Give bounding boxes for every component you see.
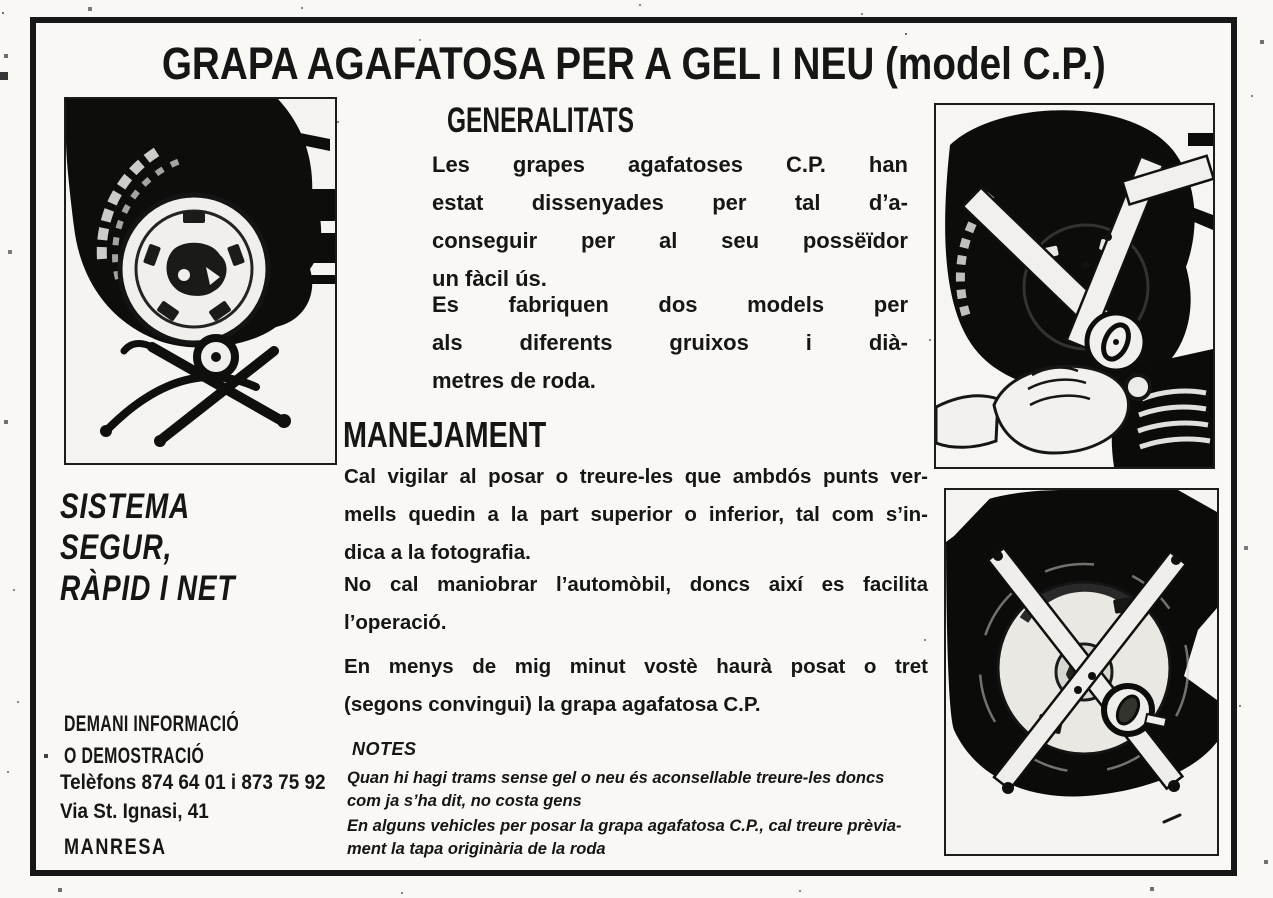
manejament-paragraph-1 [344,458,928,572]
manejament-paragraph-3 [344,648,928,724]
notes-heading: NOTES [352,739,417,759]
text-line: Cal vigilar al posar o treure-les que ambdós punts ver- [344,465,928,488]
photo-tire-clamp-on-ground [64,97,337,465]
text-line: Es fabriquen dos models per [432,292,908,317]
manejament-paragraph-2 [344,566,928,642]
manejament-heading: MANEJAMENT [343,414,547,455]
text-line: DEMANI INFORMACIÓ [64,711,240,736]
text-line: No cal maniobrar l’automòbil, doncs així es facilita [344,573,928,596]
page-title [36,38,1231,90]
photo-hands-installing-grapa [934,103,1215,469]
wristwatch [1126,375,1150,399]
fender-and-tire [945,110,1194,392]
page-title-text: GRAPA AGAFATOSA PER A GEL I NEU (model C.P.) [161,38,1106,89]
slogan [60,486,235,609]
note-2 [347,815,939,860]
text-line: O DEMOSTRACIÓ [64,743,205,768]
street-address: Via St. Ignasi, 41 [60,800,209,823]
text-line: RÀPID I NET [60,569,236,608]
city-name: MANRESA [64,834,167,859]
text-line: En menys de mig minut vostè haurà posat o tret [344,655,928,678]
text-line: com ja s’ha dit, no costa gens [347,791,582,810]
cta-demani-informacio [64,708,239,772]
text-line: SISTEMA [60,487,191,526]
note-1 [347,767,939,812]
generalitats-heading: GENERALITATS [447,101,634,140]
photo-grapa-mounted-art [946,490,1217,854]
photo-tire-clamp-on-ground-art [66,99,335,463]
phone-numbers: Telèfons 874 64 01 i 873 75 92 [60,771,326,794]
text-line: ment la tapa originària de la roda [347,839,606,858]
text-line: l’operació. [344,611,447,634]
text-line: metres de roda. [432,368,596,393]
generalitats-paragraph-2 [432,286,908,400]
text-line: dica a la fotografia. [344,541,531,564]
generalitats-paragraph-1 [432,146,908,298]
text-line: un fàcil ús. [432,266,547,291]
photo-hands-installing-grapa-art [936,105,1213,467]
contact-block [60,768,325,826]
text-line: conseguir per al seu possëïdor [432,228,908,253]
forearm [936,396,998,448]
text-line: mells quedin a la part superior o inferior, tal com s’in- [344,503,928,526]
text-line: als diferents gruixos i dià- [432,330,908,355]
text-line: (segons convingui) la grapa agafatosa C.P. [344,693,761,716]
photo-grapa-mounted-on-wheel [944,488,1219,856]
text-line: En alguns vehicles per posar la grapa agafatosa C.P., cal treure prèvia- [347,817,902,835]
text-line: Les grapes agafatoses C.P. han [432,152,908,177]
text-line: Quan hi hagi trams sense gel o neu és aconsellable treure-les doncs [347,769,885,787]
text-line: estat dissenyades per tal d’a- [432,190,908,215]
text-line: SEGUR, [60,528,173,567]
